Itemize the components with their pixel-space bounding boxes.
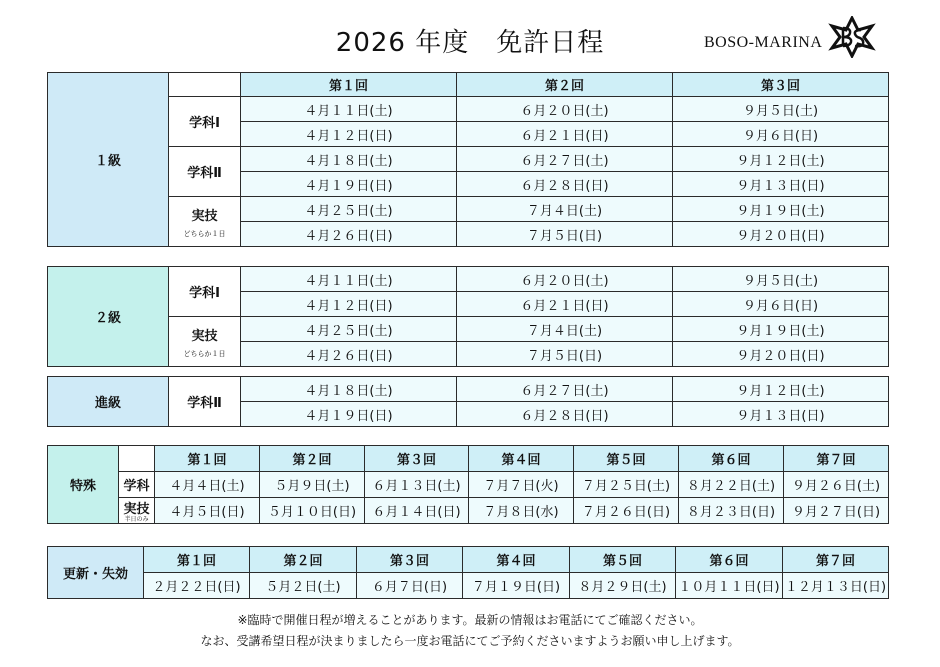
- date-cell: ４月５日(日): [155, 498, 260, 524]
- date-cell: ８月２３日(日): [679, 498, 784, 524]
- date-cell: ４月２５日(土): [241, 317, 457, 342]
- header-round: 第２回: [250, 547, 357, 573]
- renewal-schedule-table: [47, 546, 889, 599]
- header-round: 第７回: [784, 446, 889, 472]
- date-cell: ４月１１日(土): [241, 267, 457, 292]
- grade2-label: ２級: [48, 267, 169, 367]
- date-cell: ７月２５日(土): [574, 472, 679, 498]
- date-cell: ９月１９日(土): [673, 317, 889, 342]
- date-cell: ９月１３日(日): [673, 172, 889, 197]
- header-round-3: 第３回: [673, 73, 889, 97]
- page-title: 2026 年度 免許日程: [335, 28, 605, 58]
- upgrade-schedule-table: [47, 376, 889, 427]
- brand-name: BOSO-MARINA: [704, 34, 823, 51]
- date-cell: ７月５日(日): [457, 222, 673, 247]
- practical-label-cell: [169, 197, 241, 247]
- date-cell: ６月２０日(土): [457, 97, 673, 122]
- practical-label-cell: [119, 498, 155, 524]
- date-cell: ４月４日(土): [155, 472, 260, 498]
- date-cell: ９月２７日(日): [784, 498, 889, 524]
- date-cell: ７月４日(土): [457, 317, 673, 342]
- date-cell: １０月１１日(日): [676, 573, 783, 599]
- date-cell: ４月１９日(日): [241, 172, 457, 197]
- header-round: 第５回: [570, 547, 676, 573]
- subject-label: 実技: [191, 208, 218, 224]
- either-day-note: どちらか１日: [183, 229, 226, 238]
- date-cell: ７月１９日(日): [463, 573, 570, 599]
- header-round: 第１回: [155, 446, 260, 472]
- date-cell: ６月２１日(日): [457, 122, 673, 147]
- date-cell: ６月２８日(日): [457, 402, 673, 427]
- renewal-label: 更新・失効: [48, 547, 144, 599]
- header-blank: [169, 73, 241, 97]
- header-blank: [119, 446, 155, 472]
- special-label: 特殊: [48, 446, 119, 524]
- header-round: 第６回: [679, 446, 784, 472]
- date-cell: ７月５日(日): [457, 342, 673, 367]
- date-cell: ４月２６日(日): [241, 222, 457, 247]
- date-cell: ９月５日(土): [673, 97, 889, 122]
- header-round: 第１回: [144, 547, 250, 573]
- date-cell: ６月２７日(土): [457, 377, 673, 402]
- date-cell: ８月２９日(土): [570, 573, 676, 599]
- date-cell: ６月２１日(日): [457, 292, 673, 317]
- date-cell: ９月１３日(日): [673, 402, 889, 427]
- date-cell: ５月９日(土): [260, 472, 365, 498]
- date-cell: ４月１２日(日): [241, 292, 457, 317]
- date-cell: ９月５日(土): [673, 267, 889, 292]
- date-cell: ４月１１日(土): [241, 97, 457, 122]
- date-cell: ９月１２日(土): [673, 377, 889, 402]
- date-cell: ４月１８日(土): [241, 147, 457, 172]
- boso-marina-logo-icon: [828, 16, 876, 58]
- date-cell: ５月２日(土): [250, 573, 357, 599]
- grade2-schedule-table: [47, 266, 889, 367]
- date-cell: ６月２７日(土): [457, 147, 673, 172]
- grade1-schedule-table: [47, 72, 889, 247]
- footer-note-2: なお、受講希望日程が決まりましたら一度お電話にてご予約くださいますようお願い申し上げます。: [200, 634, 740, 648]
- date-cell: ９月２６日(土): [784, 472, 889, 498]
- header-round: 第５回: [574, 446, 679, 472]
- date-cell: ９月６日(日): [673, 292, 889, 317]
- date-cell: ６月１３日(土): [365, 472, 469, 498]
- special-schedule-table: [47, 445, 889, 524]
- date-cell: １２月１３日(日): [783, 573, 889, 599]
- date-cell: ４月２５日(土): [241, 197, 457, 222]
- header-round: 第７回: [783, 547, 889, 573]
- grade1-label: １級: [48, 73, 169, 247]
- date-cell: ８月２２日(土): [679, 472, 784, 498]
- date-cell: ６月１４日(日): [365, 498, 469, 524]
- date-cell: ７月２６日(日): [574, 498, 679, 524]
- date-cell: ７月８日(水): [469, 498, 574, 524]
- date-cell: ４月２６日(日): [241, 342, 457, 367]
- date-cell: ６月２８日(日): [457, 172, 673, 197]
- date-cell: ７月４日(土): [457, 197, 673, 222]
- upgrade-label: 進級: [48, 377, 169, 427]
- header-round: 第４回: [463, 547, 570, 573]
- header-round: 第４回: [469, 446, 574, 472]
- footer-note-1: ※臨時で開催日程が増えることがあります。最新の情報はお電話にてご確認ください。: [237, 613, 703, 627]
- date-cell: ４月１８日(土): [241, 377, 457, 402]
- practical-label-cell: [169, 317, 241, 367]
- either-day-note: どちらか１日: [183, 349, 226, 358]
- subject-label: 学科Ⅰ: [169, 97, 241, 147]
- header-round: 第６回: [676, 547, 783, 573]
- subject-label: 実技: [191, 328, 218, 344]
- header-round-2: 第２回: [457, 73, 673, 97]
- subject-label: 学科Ⅰ: [169, 267, 241, 317]
- header-round-1: 第１回: [241, 73, 457, 97]
- date-cell: ９月２０日(日): [673, 222, 889, 247]
- subject-label: 実技: [123, 502, 150, 517]
- date-cell: ９月１２日(土): [673, 147, 889, 172]
- subject-label: 学科Ⅱ: [169, 377, 241, 427]
- subject-label: 学科Ⅱ: [169, 147, 241, 197]
- header-round: 第３回: [357, 547, 463, 573]
- date-cell: ５月１０日(日): [260, 498, 365, 524]
- date-cell: ９月６日(日): [673, 122, 889, 147]
- header-round: 第２回: [260, 446, 365, 472]
- subject-label: 学科: [119, 472, 155, 498]
- date-cell: ２月２２日(日): [144, 573, 250, 599]
- date-cell: ７月７日(火): [469, 472, 574, 498]
- date-cell: ６月７日(日): [357, 573, 463, 599]
- date-cell: ９月１９日(土): [673, 197, 889, 222]
- date-cell: ９月２０日(日): [673, 342, 889, 367]
- date-cell: ６月２０日(土): [457, 267, 673, 292]
- date-cell: ４月１２日(日): [241, 122, 457, 147]
- header-round: 第３回: [365, 446, 469, 472]
- half-day-note: 半日のみ: [124, 516, 149, 523]
- date-cell: ４月１９日(日): [241, 402, 457, 427]
